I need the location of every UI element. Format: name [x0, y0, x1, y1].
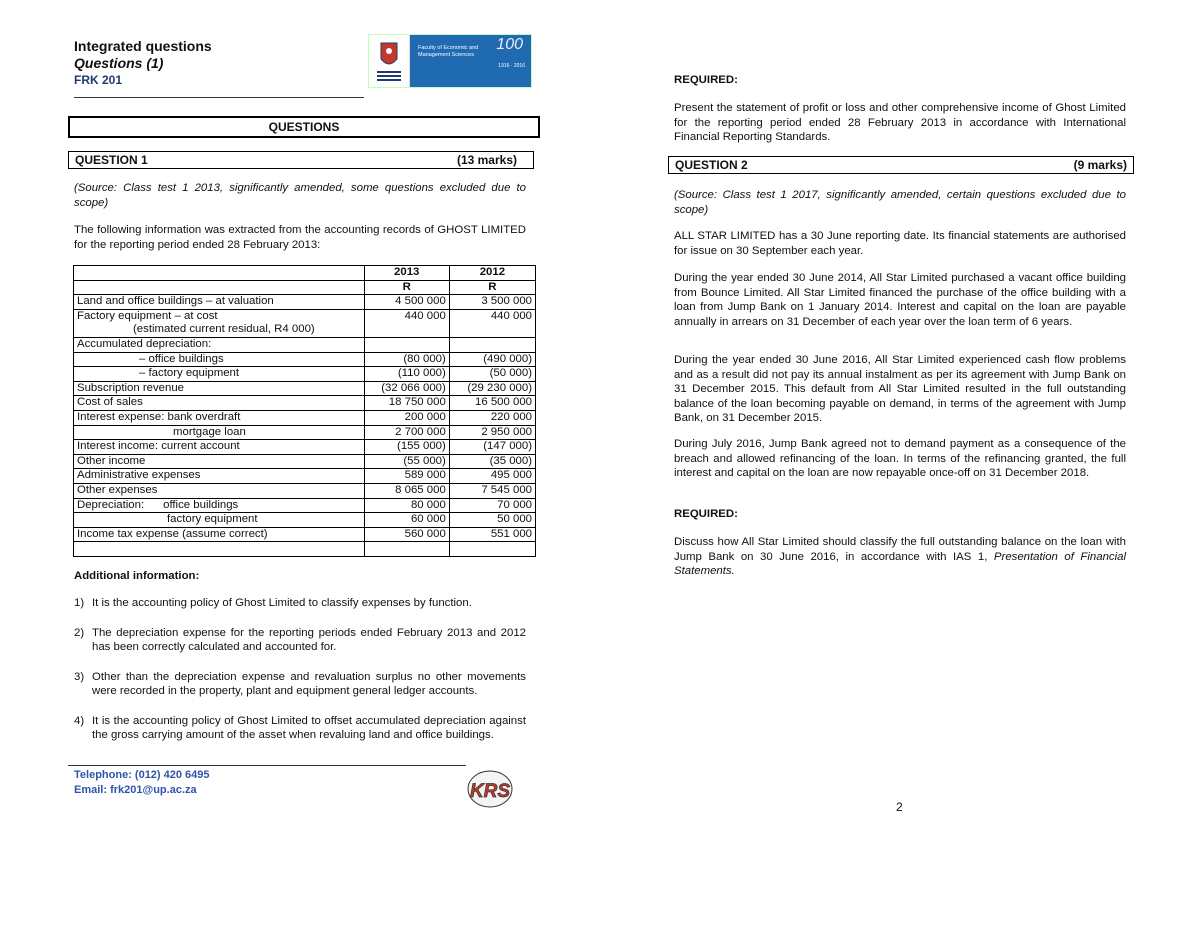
question-2-marks: (9 marks)	[1073, 158, 1127, 172]
footer-phone: Telephone: (012) 420 6495	[74, 769, 210, 781]
value-2013: 8 065 000	[364, 483, 449, 498]
q2-required-standard: Presentation of Financial Statements.	[674, 550, 1126, 577]
value-2012: 495 000	[449, 469, 535, 484]
table-row	[74, 309, 536, 337]
row-label-text: – factory equipment	[139, 367, 240, 380]
question-2-header	[668, 156, 1134, 174]
row-label	[74, 469, 365, 484]
table-row	[74, 527, 536, 542]
table-row	[74, 396, 536, 411]
value-2013: (110 000)	[364, 367, 449, 382]
logo-line-2: Management Sciences	[418, 52, 474, 58]
row-label	[74, 295, 365, 310]
row-label	[74, 440, 365, 455]
value-2012: (50 000)	[449, 367, 535, 382]
list-item	[74, 670, 526, 699]
krs-badge-text: KRS	[469, 781, 511, 802]
row-label-text: Cost of sales	[77, 396, 143, 409]
question-2-source: (Source: Class test 1 2017, significantly amended, certain questions excluded due to scope)	[674, 189, 1126, 216]
additional-info-title: Additional information:	[74, 570, 200, 582]
logo-line-1: Faculty of Economic and	[418, 45, 479, 51]
row-label-text: – office buildings	[139, 352, 224, 365]
question-2-para-2: During the year ended 30 June 2014, All Star Limited purchased a vacant office building from Bounce Limited. All Star Limited financed the purchase of the office building with a loan from Jump Bank on 1 January 2014. Interest and capital on the loan are payable annually in arrears on 31 December of each year over the loan term of 6 years.	[674, 272, 1126, 328]
value-2013: 4 500 000	[364, 295, 449, 310]
question-1-header	[68, 151, 534, 169]
q1-required-title: REQUIRED:	[674, 74, 738, 86]
row-label	[74, 454, 365, 469]
list-item	[74, 596, 526, 611]
row-label-text: Interest expense: bank overdraft	[77, 410, 241, 423]
row-label	[74, 425, 365, 440]
q2-required-text	[674, 535, 1126, 579]
table-row	[74, 513, 536, 528]
question-1-source: (Source: Class test 1 2013, significantly amended, some questions excluded due to scope)	[74, 182, 526, 209]
question-2-label: QUESTION 2	[675, 158, 748, 172]
row-label-text: Accumulated depreciation:	[77, 337, 212, 350]
value-2012: 3 500 000	[449, 295, 535, 310]
table-row	[74, 410, 536, 425]
list-item-text: The depreciation expense for the reporting periods ended February 2013 and 2012 has been correctly calculated and accounted for.	[92, 626, 526, 653]
value-2013	[364, 542, 449, 557]
row-label	[74, 352, 365, 367]
value-2013: 560 000	[364, 527, 449, 542]
table-row	[74, 425, 536, 440]
row-label	[74, 527, 365, 542]
row-label-text: Subscription revenue	[77, 381, 185, 394]
row-label	[74, 367, 365, 382]
doc-title: Integrated questions	[74, 38, 212, 54]
q2-required-title: REQUIRED:	[674, 508, 738, 520]
crest-icon	[369, 35, 410, 87]
footer-rule	[68, 765, 466, 766]
list-item-number: 2)	[74, 626, 85, 639]
question-2-para-1: ALL STAR LIMITED has a 30 June reporting date. Its financial statements are authorised for issue on 30 September each year.	[674, 230, 1126, 257]
value-2012: 70 000	[449, 498, 535, 513]
column-2012: 2012	[449, 266, 535, 281]
table-row	[74, 454, 536, 469]
table-row	[74, 381, 536, 396]
value-2012: 551 000	[449, 527, 535, 542]
row-label-text: mortgage loan	[173, 425, 246, 438]
value-2013: (32 066 000)	[364, 381, 449, 396]
value-2012: 440 000	[449, 309, 535, 337]
value-2013: 60 000	[364, 513, 449, 528]
question-1-label: QUESTION 1	[75, 153, 148, 167]
value-2012: 16 500 000	[449, 396, 535, 411]
table-row	[74, 352, 536, 367]
list-item-number: 4)	[74, 714, 85, 727]
value-2012: (29 230 000)	[449, 381, 535, 396]
question-2-para-3: During the year ended 30 June 2016, All Star Limited experienced cash flow problems and as a result did not pay its annual instalment as per its agreement with Jump Bank on 31 December 2015. This default from All Star Limited resulted in the full outstanding balance of the loan becoming payable on demand, in terms of the agreement with Jump Bank, on 31 December 2015.	[674, 354, 1126, 424]
q1-required-text: Present the statement of profit or loss and other comprehensive income of Ghost Limited for the reporting period ended 28 February 2013 in accordance with International Financial Reporting Standards.	[674, 102, 1126, 143]
column-2013: 2013	[364, 266, 449, 281]
row-label	[74, 410, 365, 425]
value-2013	[364, 337, 449, 352]
value-2013: (155 000)	[364, 440, 449, 455]
row-label	[74, 498, 365, 513]
row-label-text: Land and office buildings – at valuation	[77, 295, 274, 308]
value-2012: 220 000	[449, 410, 535, 425]
questions-heading: QUESTIONS	[68, 116, 540, 138]
row-label-text: factory equipment	[167, 513, 258, 526]
value-2013: 80 000	[364, 498, 449, 513]
table-row	[74, 295, 536, 310]
list-item-number: 1)	[74, 597, 85, 609]
table-row	[74, 469, 536, 484]
value-2013: 589 000	[364, 469, 449, 484]
table-row	[74, 542, 536, 557]
list-item-text: Other than the depreciation expense and revaluation surplus no other movements were recorded in the property, plant and equipment general ledger accounts.	[92, 670, 526, 697]
table-header-row	[74, 266, 536, 281]
list-item-text: It is the accounting policy of Ghost Limited to classify expenses by function.	[92, 597, 472, 609]
row-label	[74, 309, 365, 337]
row-label	[74, 483, 365, 498]
value-2013: (80 000)	[364, 352, 449, 367]
row-label-text: Income tax expense (assume correct)	[77, 527, 268, 540]
question-1-marks: (13 marks)	[456, 153, 517, 167]
row-label	[74, 337, 365, 352]
value-2012: (147 000)	[449, 440, 535, 455]
q2-required-text-main: Discuss how All Star Limited should classify the full outstanding balance on the loan with Jump Bank on 30 June 2016, in accordance with IAS 1,	[674, 536, 1126, 563]
row-label-text: Other expenses	[77, 483, 158, 496]
value-2013: 2 700 000	[364, 425, 449, 440]
additional-info-list	[74, 596, 526, 758]
value-2012: (490 000)	[449, 352, 535, 367]
row-label	[74, 396, 365, 411]
row-label-text: Other income	[77, 454, 146, 467]
row-label-text: Factory equipment – at cost	[77, 309, 218, 322]
unit-2012: R	[449, 280, 535, 295]
page-number: 2	[896, 800, 903, 814]
value-2012	[449, 542, 535, 557]
question-1-intro: The following information was extracted from the accounting records of GHOST LIMITED for the reporting period ended 28 February 2013:	[74, 224, 526, 251]
table-row	[74, 440, 536, 455]
value-2013: 200 000	[364, 410, 449, 425]
value-2012: 50 000	[449, 513, 535, 528]
table-row	[74, 498, 536, 513]
list-item-text: It is the accounting policy of Ghost Limited to offset accumulated depreciation against the gross carrying amount of the asset when revaluing land and office buildings.	[92, 714, 526, 741]
row-label	[74, 381, 365, 396]
question-2-para-4: During July 2016, Jump Bank agreed not to demand payment as a consequence of the breach and allowed refinancing of the loan. In terms of the refinancing granted, the full interest and capital on the loan are now repayable once-off on 31 December 2018.	[674, 438, 1126, 479]
row-label-text: Interest income: current account	[77, 440, 240, 453]
footer-email: Email: frk201@up.ac.za	[74, 784, 197, 796]
table-row	[74, 337, 536, 352]
row-label	[74, 542, 365, 557]
value-2012: 2 950 000	[449, 425, 535, 440]
financial-table	[73, 265, 536, 557]
value-2012: (35 000)	[449, 454, 535, 469]
course-code: FRK 201	[74, 73, 123, 87]
table-unit-row	[74, 280, 536, 295]
header-rule	[74, 97, 364, 98]
logo-years: 1916 · 2016	[498, 63, 525, 69]
doc-subtitle: Questions (1)	[74, 55, 164, 71]
table-row	[74, 483, 536, 498]
footer-contact	[74, 768, 210, 798]
row-label	[74, 513, 365, 528]
unit-2013: R	[364, 280, 449, 295]
list-item-number: 3)	[74, 670, 85, 683]
row-label-text: Depreciation: office buildings	[77, 498, 239, 511]
value-2012: 7 545 000	[449, 483, 535, 498]
list-item	[74, 714, 526, 743]
logo-100: 100	[496, 36, 523, 53]
row-label-sub: (estimated current residual, R4 000)	[133, 323, 315, 336]
table-row	[74, 367, 536, 382]
row-label-text: Administrative expenses	[77, 469, 201, 482]
logo-banner	[410, 35, 531, 87]
list-item	[74, 626, 526, 655]
value-2013: (55 000)	[364, 454, 449, 469]
value-2013: 440 000	[364, 309, 449, 337]
value-2012	[449, 337, 535, 352]
university-logo	[368, 34, 532, 88]
value-2013: 18 750 000	[364, 396, 449, 411]
krs-badge-icon	[466, 766, 514, 812]
